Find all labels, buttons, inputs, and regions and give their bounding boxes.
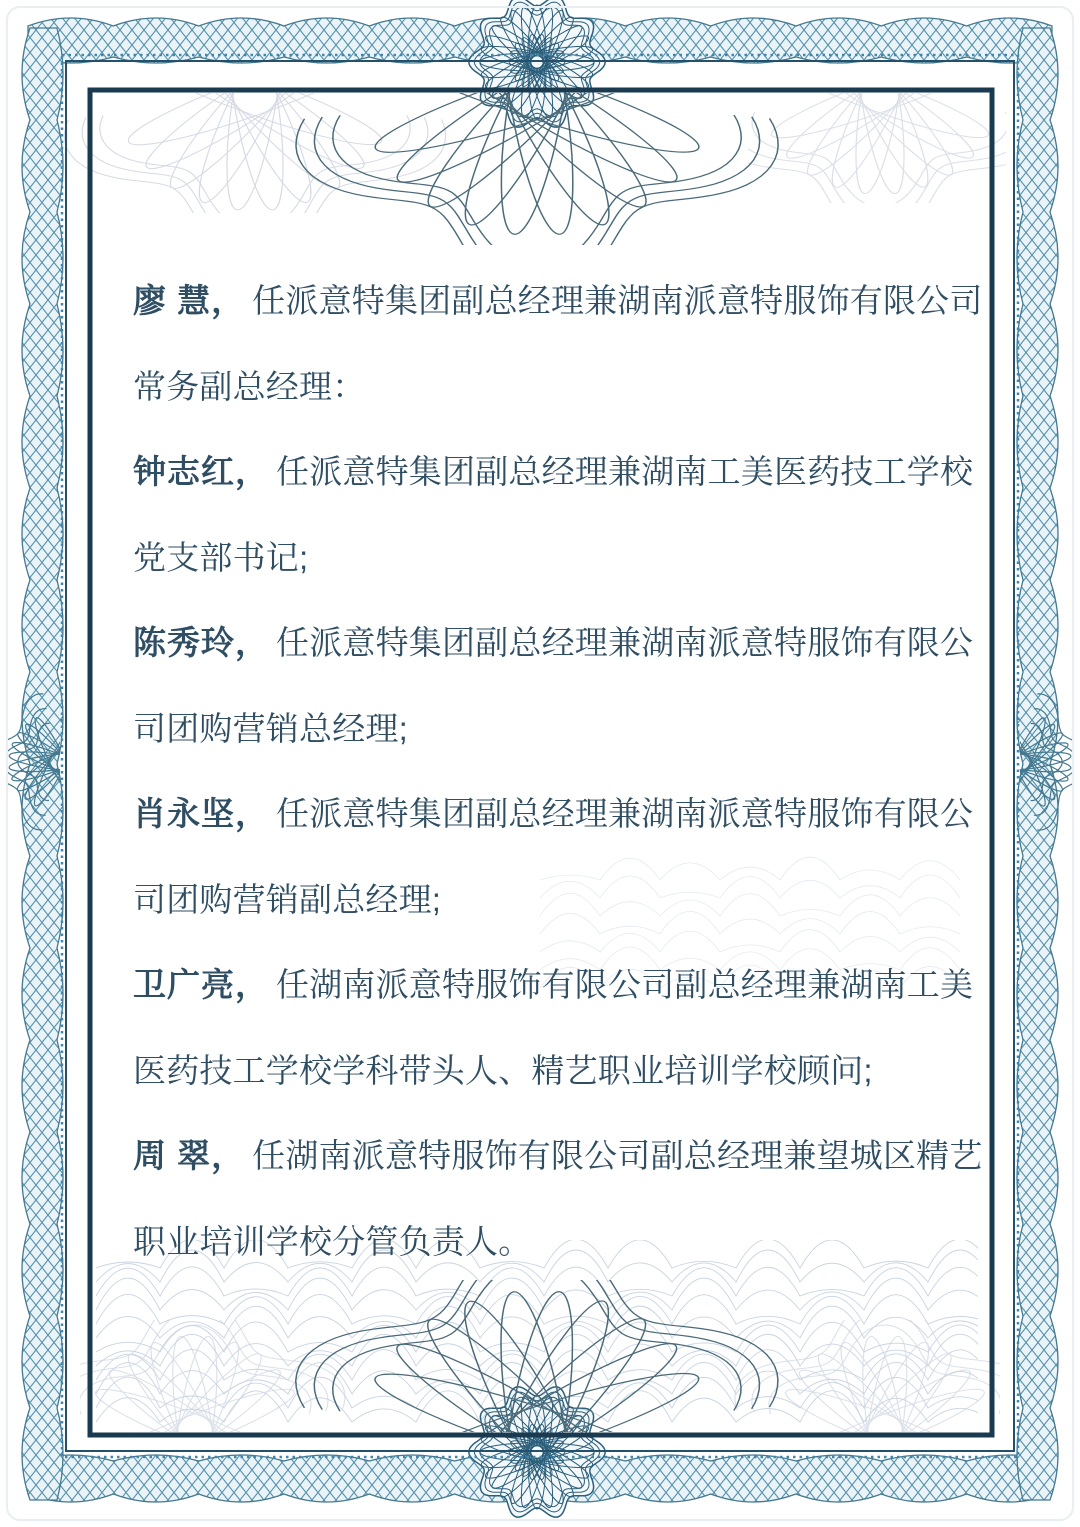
- text-line: [133, 942, 993, 1028]
- appointee-name: 廖 慧，: [133, 282, 246, 319]
- appointment-entry: [133, 258, 993, 429]
- appointment-entry: [133, 1113, 993, 1284]
- text-line: 医药技工学校学科带头人、精艺职业培训学校顾问;: [133, 1051, 873, 1089]
- appointee-name: 肖永坚，: [133, 795, 269, 832]
- text-line: [133, 771, 993, 857]
- text-line: 职业培训学校分管负责人。: [133, 1222, 532, 1260]
- appointment-entry: [133, 429, 993, 600]
- appointment-entry: [133, 600, 993, 771]
- appointment-line: 任派意特集团副总经理兼湖南派意特服饰有限公: [276, 795, 974, 832]
- appointment-line: 任湖南派意特服饰有限公司副总经理兼湖南工美: [276, 966, 974, 1003]
- appointee-name: 卫广亮，: [133, 966, 269, 1003]
- appointment-line: 任派意特集团副总经理兼湖南派意特服饰有限公司: [252, 282, 983, 319]
- text-line: [133, 600, 993, 686]
- text-line: 党支部书记;: [133, 538, 309, 576]
- text-line: 常务副总经理：: [133, 367, 366, 405]
- text-line: 司团购营销副总经理;: [133, 880, 442, 918]
- appointment-line: 任派意特集团副总经理兼湖南工美医药技工学校: [276, 453, 974, 490]
- appointee-name: 周 翠，: [133, 1137, 246, 1174]
- text-line: [133, 1113, 993, 1199]
- text-line: [133, 258, 993, 344]
- appointment-line: 任湖南派意特服饰有限公司副总经理兼望城区精艺: [252, 1137, 983, 1174]
- appointment-entry: [133, 942, 993, 1113]
- appointment-line: 任派意特集团副总经理兼湖南派意特服饰有限公: [276, 624, 974, 661]
- text-line: 司团购营销总经理;: [133, 709, 408, 747]
- text-line: [133, 429, 993, 515]
- appointee-name: 钟志红，: [133, 453, 269, 490]
- appointee-name: 陈秀玲，: [133, 624, 269, 661]
- appointment-entry: [133, 771, 993, 942]
- appointment-text-block: [133, 258, 993, 1284]
